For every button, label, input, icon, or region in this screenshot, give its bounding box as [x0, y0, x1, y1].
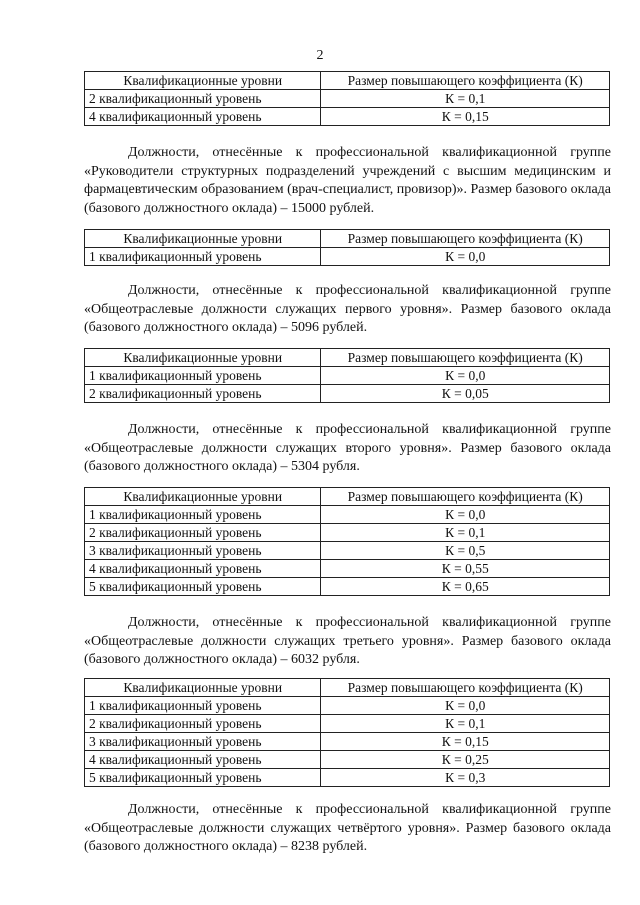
- table-header-row: [85, 488, 610, 506]
- level-cell: 2 квалификационный уровень: [85, 715, 321, 733]
- level-cell: 4 квалификационный уровень: [85, 751, 321, 769]
- table-row: [85, 90, 610, 108]
- coefficient-cell: К = 0,0: [321, 248, 610, 266]
- paragraph-4: Должности, отнесённые к профессиональной квалификационной группе «Общеотраслевые должности служащих третьего уровня». Размер базового оклада (базового должностного оклада) – 6032 рубля.: [84, 615, 611, 667]
- coefficient-cell: К = 0,15: [321, 733, 610, 751]
- coefficient-cell: К = 0,25: [321, 751, 610, 769]
- coefficient-cell: К = 0,5: [321, 542, 610, 560]
- table-header-row: [85, 679, 610, 697]
- coefficient-cell: К = 0,0: [321, 697, 610, 715]
- table-row: [85, 108, 610, 126]
- table-header-row: [85, 349, 610, 367]
- level-cell: 1 квалификационный уровень: [85, 697, 321, 715]
- coefficient-cell: К = 0,3: [321, 769, 610, 787]
- table-row: [85, 524, 610, 542]
- header-levels: Квалификационные уровни: [85, 349, 321, 367]
- table-header-row: [85, 72, 610, 90]
- coefficient-cell: К = 0,05: [321, 385, 610, 403]
- table-row: [85, 697, 610, 715]
- table-row: [85, 733, 610, 751]
- page-number: 2: [316, 48, 324, 63]
- level-cell: 1 квалификационный уровень: [85, 248, 321, 266]
- level-cell: 5 квалификационный уровень: [85, 578, 321, 596]
- header-levels: Квалификационные уровни: [85, 679, 321, 697]
- level-cell: 1 квалификационный уровень: [85, 367, 321, 385]
- paragraph-3: Должности, отнесённые к профессиональной квалификационной группе «Общеотраслевые должности служащих второго уровня». Размер базового оклада (базового должностного оклада) – 5304 рубля.: [84, 422, 611, 474]
- table-row: [85, 560, 610, 578]
- coefficient-cell: К = 0,1: [321, 524, 610, 542]
- paragraph-1: Должности, отнесённые к профессиональной квалификационной группе «Руководители структурных подразделений учреждений с высшим медицинским и фармацевтическим образованием (врач-специалист, провизор)». Размер базового оклада (базового должностного оклада) – 15000 рублей.: [84, 145, 611, 216]
- coefficient-table-1: [84, 71, 610, 126]
- coefficient-table-5: [84, 678, 610, 787]
- table-row: [85, 367, 610, 385]
- coefficient-table-2: [84, 229, 610, 266]
- header-coefficient: Размер повышающего коэффициента (К): [321, 488, 610, 506]
- table-row: [85, 769, 610, 787]
- paragraph-2: Должности, отнесённые к профессиональной квалификационной группе «Общеотраслевые должности служащих первого уровня». Размер базового оклада (базового должностного оклада) – 5096 рублей.: [84, 283, 611, 335]
- table-row: [85, 248, 610, 266]
- level-cell: 4 квалификационный уровень: [85, 560, 321, 578]
- header-coefficient: Размер повышающего коэффициента (К): [321, 349, 610, 367]
- level-cell: 2 квалификационный уровень: [85, 90, 321, 108]
- coefficient-table-4: [84, 487, 610, 596]
- header-levels: Квалификационные уровни: [85, 72, 321, 90]
- table-row: [85, 506, 610, 524]
- paragraph-5: Должности, отнесённые к профессиональной квалификационной группе «Общеотраслевые должности служащих четвёртого уровня». Размер базового оклада (базового должностного оклада) – 8238 рублей.: [84, 802, 611, 854]
- table-row: [85, 715, 610, 733]
- header-levels: Квалификационные уровни: [85, 488, 321, 506]
- header-coefficient: Размер повышающего коэффициента (К): [321, 230, 610, 248]
- coefficient-cell: К = 0,0: [321, 506, 610, 524]
- level-cell: 2 квалификационный уровень: [85, 385, 321, 403]
- coefficient-cell: К = 0,0: [321, 367, 610, 385]
- coefficient-cell: К = 0,65: [321, 578, 610, 596]
- level-cell: 2 квалификационный уровень: [85, 524, 321, 542]
- table-row: [85, 751, 610, 769]
- level-cell: 1 квалификационный уровень: [85, 506, 321, 524]
- coefficient-cell: К = 0,55: [321, 560, 610, 578]
- coefficient-table-3: [84, 348, 610, 403]
- level-cell: 3 квалификационный уровень: [85, 733, 321, 751]
- level-cell: 3 квалификационный уровень: [85, 542, 321, 560]
- table-row: [85, 385, 610, 403]
- coefficient-cell: К = 0,15: [321, 108, 610, 126]
- header-coefficient: Размер повышающего коэффициента (К): [321, 72, 610, 90]
- table-header-row: [85, 230, 610, 248]
- header-coefficient: Размер повышающего коэффициента (К): [321, 679, 610, 697]
- coefficient-cell: К = 0,1: [321, 90, 610, 108]
- coefficient-cell: К = 0,1: [321, 715, 610, 733]
- table-row: [85, 542, 610, 560]
- table-row: [85, 578, 610, 596]
- level-cell: 5 квалификационный уровень: [85, 769, 321, 787]
- level-cell: 4 квалификационный уровень: [85, 108, 321, 126]
- header-levels: Квалификационные уровни: [85, 230, 321, 248]
